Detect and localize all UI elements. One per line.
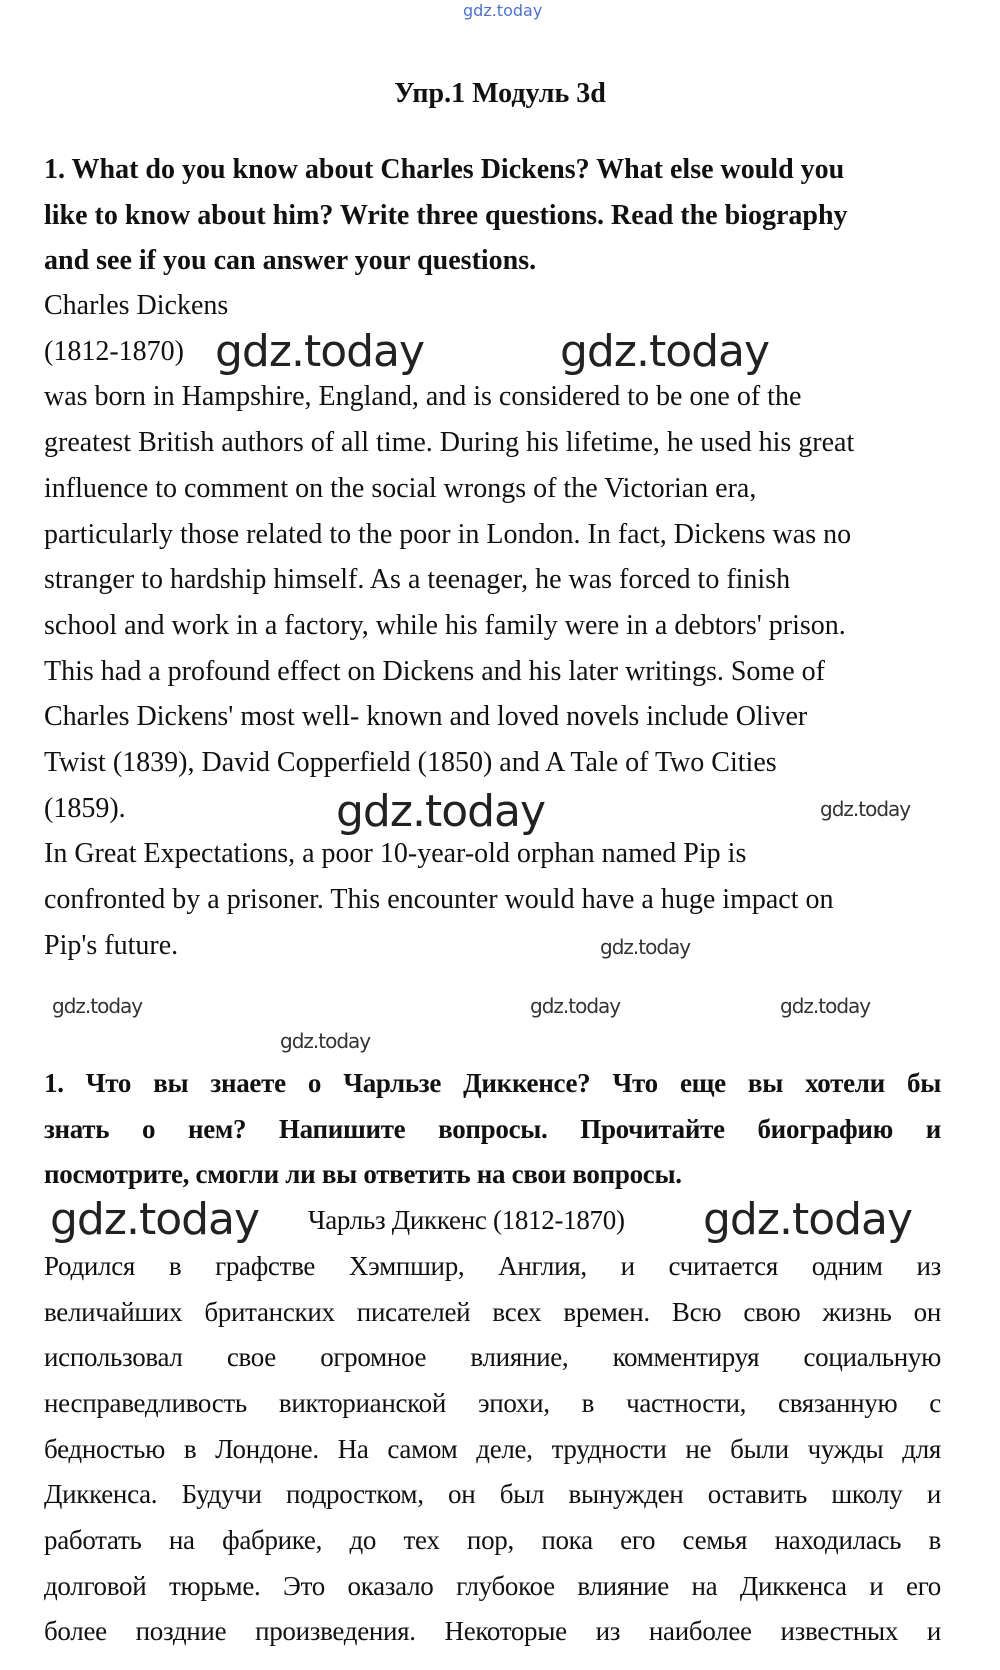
body-line: was born in Hampshire, England, and is considered to be one of the — [44, 381, 802, 413]
body-line: Twist (1839), David Copperfield (1850) and A Tale of Two Cities — [44, 747, 777, 778]
body-line-ru: долговой тюрьме. Это оказало глубокое влияние на Диккенса и его — [44, 1570, 941, 1601]
body-line: particularly those related to the poor in London. In fact, Dickens was no — [44, 518, 852, 550]
body-line: confronted by a prisoner. This encounter would have a huge impact on — [44, 884, 834, 916]
body-line-ru: использовал свое огромное влияние, комментируя социальную — [44, 1342, 941, 1373]
subtitle-ru: Чарльз Диккенс (1812-1870) — [308, 1205, 625, 1236]
watermark: gdz.today — [50, 1194, 260, 1245]
body-line-ru: бедностью в Лондоне. На самом деле, трудности не были чужды для — [44, 1433, 941, 1464]
watermark: gdz.today — [703, 1194, 913, 1245]
watermark: gdz.today — [215, 326, 425, 377]
body-line: (1812-1870) — [44, 335, 184, 367]
question-line: 1. What do you know about Charles Dickens? What else would you — [44, 154, 845, 185]
page-title: Упр.1 Модуль 3d — [394, 78, 606, 109]
body-line: This had a profound effect on Dickens and his later writings. Some of — [44, 655, 825, 687]
body-line: Pip's future. — [44, 929, 179, 961]
body-line-ru: более поздние произведения. Некоторые из наиболее известных и — [44, 1616, 941, 1647]
body-line: stranger to hardship himself. As a teenager, he was forced to finish — [44, 564, 791, 596]
body-line-ru: Диккенса. Будучи подростком, он был вынужден оставить школу и — [44, 1479, 941, 1510]
body-line: Charles Dickens' most well- known and loved novels include Oliver — [44, 701, 808, 733]
body-line: greatest British authors of all time. During his lifetime, he used his great — [44, 427, 855, 459]
body-line-ru: величайших британских писателей всех времен. Всю свою жизнь он — [44, 1296, 941, 1327]
watermark-top: gdz.today — [463, 1, 543, 20]
question-line-ru: знать о нем? Напишите вопросы. Прочитайте биографию и — [44, 1113, 941, 1144]
question-line-ru: посмотрите, смогли ли вы ответить на свои вопросы. — [44, 1159, 682, 1190]
question-line-ru: 1. Что вы знаете о Чарльзе Диккенсе? Что еще вы хотели бы — [44, 1068, 941, 1098]
body-line: school and work in a factory, while his family were in a debtors' prison. — [44, 609, 846, 641]
watermark: gdz.today — [600, 935, 691, 959]
body-line: Charles Dickens — [44, 290, 229, 321]
body-line: In Great Expectations, a poor 10-year-old orphan named Pip is — [44, 838, 747, 870]
question-line: like to know about him? Write three questions. Read the biography — [44, 199, 848, 231]
watermark: gdz.today — [780, 994, 871, 1018]
body-line: (1859). — [44, 792, 126, 824]
watermark: gdz.today — [820, 797, 911, 821]
body-line-ru: несправедливость викторианской эпохи, в частности, связанную с — [44, 1387, 941, 1418]
watermark: gdz.today — [530, 994, 621, 1018]
watermark: gdz.today — [52, 994, 143, 1018]
watermark: gdz.today — [336, 786, 546, 837]
body-line-ru: Родился в графстве Хэмпшир, Англия, и считается одним из — [44, 1250, 941, 1281]
body-line: influence to comment on the social wrongs of the Victorian era, — [44, 472, 757, 504]
body-line-ru: работать на фабрике, до тех пор, пока его семья находилась в — [44, 1525, 941, 1555]
watermark: gdz.today — [560, 326, 770, 377]
watermark: gdz.today — [280, 1029, 371, 1053]
question-line: and see if you can answer your questions. — [44, 245, 537, 277]
